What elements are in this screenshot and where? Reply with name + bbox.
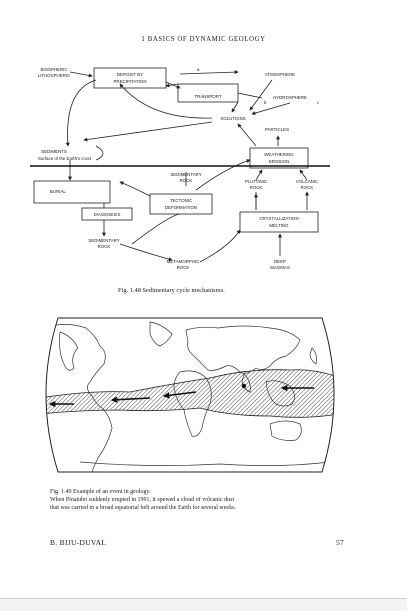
- label-sedimentary-rock-2: ROCK: [179, 178, 193, 183]
- figure-1-49-caption-line-2: that was carried in a broad equatorial belt around the Earth for several weeks.: [50, 505, 236, 511]
- label-plutonic: PLUTONIC: [244, 179, 268, 184]
- mark-c: c: [317, 100, 320, 105]
- label-volcanic-rock: ROCK: [300, 185, 314, 190]
- label-biospheric: BIOSPHERIC: [40, 67, 68, 72]
- transport-box: [178, 84, 238, 102]
- label-sed-rock-b2: ROCK: [97, 244, 111, 249]
- page-number: 57: [336, 538, 345, 547]
- mark-b: b: [264, 100, 267, 105]
- label-precipitation: PRECIPITATION: [113, 79, 147, 84]
- figure-1-49-caption-line-1: When Pinatubo suddenly erupted in 1991, it spewed a cloud of volcanic dust: [50, 497, 235, 503]
- crystallization-box: [240, 212, 318, 232]
- label-plutonic-rock: ROCK: [249, 185, 263, 190]
- weathering-box: [250, 148, 308, 168]
- running-header: 1 BASICS OF DYNAMIC GEOLOGY: [141, 36, 266, 43]
- label-metamorphic-rock: ROCK: [176, 265, 190, 270]
- figure-1-48-caption: Fig. 1.48 Sedimentary cycle mechanisms.: [118, 287, 225, 294]
- label-tectonic: TECTONIC: [169, 198, 193, 203]
- label-diagenesis: DIAGENESIS: [93, 212, 121, 217]
- label-hydrosphere: HYDROSPHERE: [273, 95, 307, 100]
- label-burial: BURIAL: [50, 189, 66, 194]
- footer-author: B. BIJU-DUVAL: [50, 538, 107, 547]
- label-surface: Surface of the Earth's crust: [38, 156, 91, 161]
- label-solutions: SOLUTIONS: [220, 116, 246, 121]
- label-melting: MELTING: [269, 223, 289, 228]
- label-atmosphere: ATMOSPHERE: [264, 72, 296, 77]
- label-lithospheric: LITHOSPHERIC: [37, 73, 71, 78]
- label-crystallization: CRYSTALLIZATION: [259, 216, 299, 221]
- label-deposit: DEPOSIT BY: [116, 72, 144, 77]
- label-deformation: DEFORMATION: [164, 205, 198, 210]
- figure-1-49-caption-title: Fig. 1.49 Example of an event in geology.: [50, 489, 151, 495]
- label-particles: PARTICLES: [265, 127, 289, 132]
- world-map-figure: [0, 312, 407, 492]
- label-deep: DEEP: [274, 259, 286, 264]
- label-transport: TRANSPORT: [194, 94, 222, 99]
- label-sediments: SEDIMENTS: [41, 149, 67, 154]
- label-sedimentary-rock-1: SEDIMENTARY: [170, 172, 202, 177]
- label-magmas: MAGMAS: [270, 265, 290, 270]
- scan-bottom-edge: [0, 598, 407, 611]
- tectonic-box: [150, 194, 212, 214]
- sedimentary-cycle-diagram: [0, 0, 407, 290]
- label-erosion: EROSION: [268, 159, 290, 164]
- label-volcanic: VOLCANIC: [295, 179, 319, 184]
- label-metamorphic: METAMORPHIC: [166, 259, 200, 264]
- label-weathering: WEATHERING: [264, 152, 294, 157]
- burial-box: [34, 181, 110, 203]
- mark-a: a: [197, 67, 200, 72]
- label-sed-rock-b1: SEDIMENTARY: [88, 238, 120, 243]
- pinatubo-marker: [242, 384, 246, 388]
- deposit-box: [94, 68, 166, 88]
